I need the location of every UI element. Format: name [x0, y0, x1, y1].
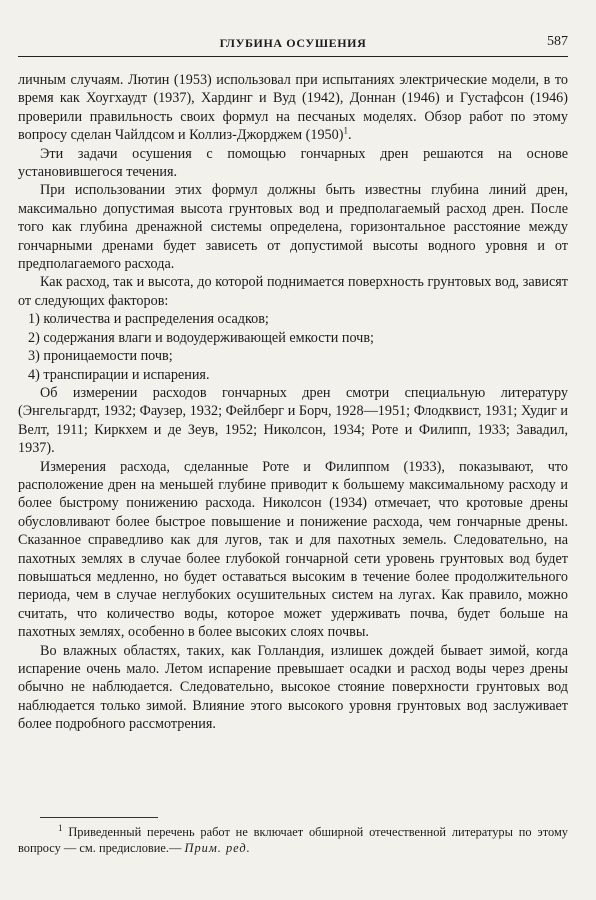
- editor-note: Прим. ред.: [184, 841, 251, 855]
- paragraph-2: Эти задачи осушения с помощью гончарных дрен решаются на основе установившегося течения.: [18, 145, 568, 181]
- paragraph-6: Измерения расхода, сделанные Роте и Филиппом (1933), показывают, что расположение дрен на меньшей глубине приводит к большему максимальному расходу и более быстрому понижению расхода. Николсон (1934) отмечает, что кротовые дрены обусловливают более быстрое повышение и понижение расхода, чем гончарные дрены. Сказанное справедливо как для лугов, так и для пахотных земель. Следовательно, на пахотных землях в случае более глубокой гончарной сети уровень грунтовых вод будет повышаться медленно, но будет оставаться высоким в течение более продолжительного периода, чем в случае неглубоких осушительных систем на лугах. Как правило, можно считать, что количество воды, которое может удерживать почва, будет больше на пахотных землях, особенно в более высоких слоях почвы.: [18, 458, 568, 641]
- body-text: [18, 71, 568, 734]
- paragraph-4: Как расход, так и высота, до которой поднимается поверхность грунтовых вод, зависят от следующих факторов:: [18, 274, 568, 309]
- paragraph-1: [18, 71, 568, 145]
- list-item: 2) содержания влаги и водоудерживающей емкости почв;: [28, 329, 374, 346]
- footnote-text: Приведенный перечень работ не включает обширной отечественной литературы по этому вопросу — см. предисловие.—: [18, 825, 568, 855]
- factor-list: [18, 310, 568, 384]
- footnote: [18, 824, 568, 856]
- footnote-reference: 1: [343, 125, 348, 136]
- running-header: [18, 34, 568, 57]
- paragraph-1-end: .: [347, 127, 352, 144]
- paragraph-7: Во влажных областях, таких, как Голландия, излишек дождей бывает зимой, когда испарение очень мало. Летом испарение превышает осадки и расход воды через дрены обычно не наблюдается. Следовательно, высокое стояние поверхности грунтовых вод наблюдается только зимой. Влияние этого высокого уровня грунтовых вод заслуживает более подробного рассмотрения.: [18, 642, 568, 733]
- running-title: ГЛУБИНА ОСУШЕНИЯ: [219, 36, 367, 50]
- paragraph-5: Об измерении расходов гончарных дрен смотри специальную литературу (Энгельгардт, 1932; Фаузер, 1932; Фейлберг и Борч, 1928—1951; Флодквист, 1931; Худиг и Велт, 1911; Киркхем и де Зеув, 1952; Николсон, 1934; Роте и Филипп, 1933; Завадил, 1937).: [18, 384, 568, 457]
- paragraph-3: При использовании этих формул должны быть известны глубина линий дрен, максимально допустимая высота грунтовых вод и предполагаемый расход дрен. После того как глубина дренажной системы определена, горизонтальное расстояние между гончарными дренами будет зависеть от допустимой высоты водного уровня и от предполагаемого расхода.: [18, 182, 568, 273]
- list-item: 3) проницаемости почв;: [28, 348, 173, 365]
- paragraph-1-text: личным случаям. Лютин (1953) использовал при испытаниях электрические модели, в то время как Хоугхаудт (1937), Хардинг и Вуд (1942), Доннан (1946) и Густафсон (1946) проверили правильность своих формул на песчаных моделях. Обзор работ по этому вопросу сделан Чайлдсом и Коллиз-Джорджем (1950): [18, 72, 568, 144]
- list-item: 4) транспирации и испарения.: [28, 366, 210, 383]
- page-number: 587: [547, 34, 568, 49]
- footnote-marker: 1: [58, 822, 63, 833]
- footnote-divider: [40, 817, 158, 818]
- list-item: 1) количества и распределения осадков;: [28, 311, 269, 328]
